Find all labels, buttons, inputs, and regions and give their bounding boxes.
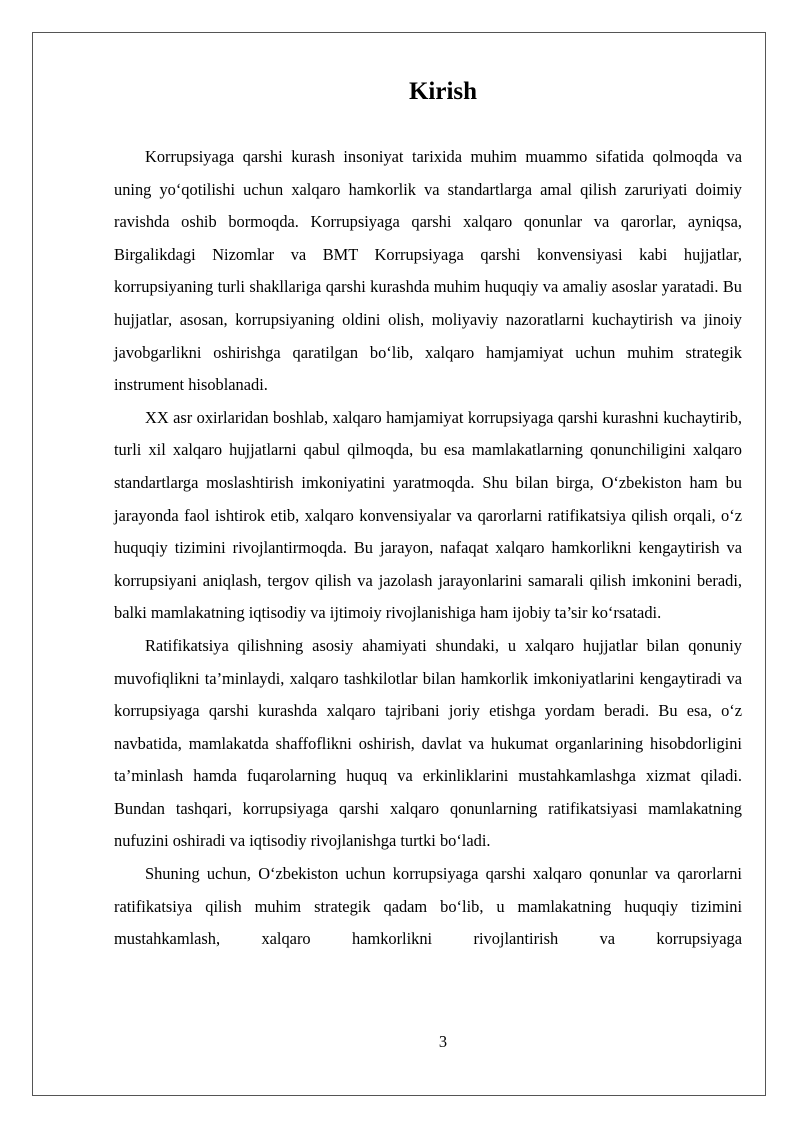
paragraph-3: Ratifikatsiya qilishning asosiy ahamiyati shundaki, u xalqaro hujjatlar bilan qonuniy muvofiqlikni ta’minlaydi, xalqaro tashkilotlar bilan hamkorlik imkoniyatlarini kengaytiradi va korrupsiyaga qarshi kurashda xalqaro tajribani joriy etishga yordam beradi. Bu esa, o‘z navbatida, mamlakatda shaffoflikni oshirish, davlat va hukumat organlarining hisobdorligini ta’minlash hamda fuqarolarning huquq va erkinliklarini mustahkamlashga xizmat qiladi. Bundan tashqari, korrupsiyaga qarshi xalqaro qonunlarning ratifikatsiyasi mamlakatning nufuzini oshiradi va iqtisodiy rivojlanishga turtki bo‘ladi. <box>114 635 742 851</box>
paragraph-1: Korrupsiyaga qarshi kurash insoniyat tarixida muhim muammo sifatida qolmoqda va uning yo‘qotilishi uchun xalqaro hamkorlik va standartlarga amal qilish zaruriyati doimiy ravishda oshib bormoqda. Korrupsiyaga qarshi xalqaro qonunlar va qarorlar, ayniqsa, Birgalikdagi Nizomlar va BMT Korrupsiyaga qarshi konvensiyasi kabi hujjatlar, korrupsiyaning turli shakllariga qarshi kurashda muhim huquqiy va amaliy asoslar yaratadi. Bu hujjatlar, asosan, korrupsiyaning oldini olish, moliyaviy nazoratlarni kuchaytirish va jinoiy javobgarlikni oshirishga qaratilgan bo‘lib, xalqaro hamjamiyat uchun muhim strategik instrument hisoblanadi. <box>114 147 742 395</box>
page-number: 3 <box>438 1032 448 1051</box>
paragraph-2: XX asr oxirlaridan boshlab, xalqaro hamjamiyat korrupsiyaga qarshi kurashni kuchaytirib, turli xil xalqaro hujjatlarni qabul qilmoqda, bu esa mamlakatlarning qonunchiligini xalqaro standartlarga moslashtirish imkoniyatini yaratmoqda. Shu bilan birga, O‘zbekiston ham bu jarayonda faol ishtirok etib, xalqaro konvensiyalar va qarorlarni ratifikatsiya qilish orqali, o‘z huquqiy tizimini rivojlantirmoqda. Bu jarayon, nafaqat xalqaro hamkorlikni kengaytirish va korrupsiyani aniqlash, tergov qilish va jazolash jarayonlarini samarali qilish imkonini beradi, balki mamlakatning iqtisodiy va ijtimoiy rivojlanishiga ham ijobiy ta’sir ko‘rsatadi. <box>114 407 742 623</box>
paragraph-4: Shuning uchun, O‘zbekiston uchun korrupsiyaga qarshi xalqaro qonunlar va qarorlarni ratifikatsiya qilish muhim strategik qadam bo‘lib, u mamlakatning huquqiy tizimini mustahkamlash, xalqaro hamkorlikni rivojlantirish va korrupsiyaga <box>114 864 742 949</box>
document-body <box>114 141 742 956</box>
page-title: Kirish <box>408 78 478 105</box>
